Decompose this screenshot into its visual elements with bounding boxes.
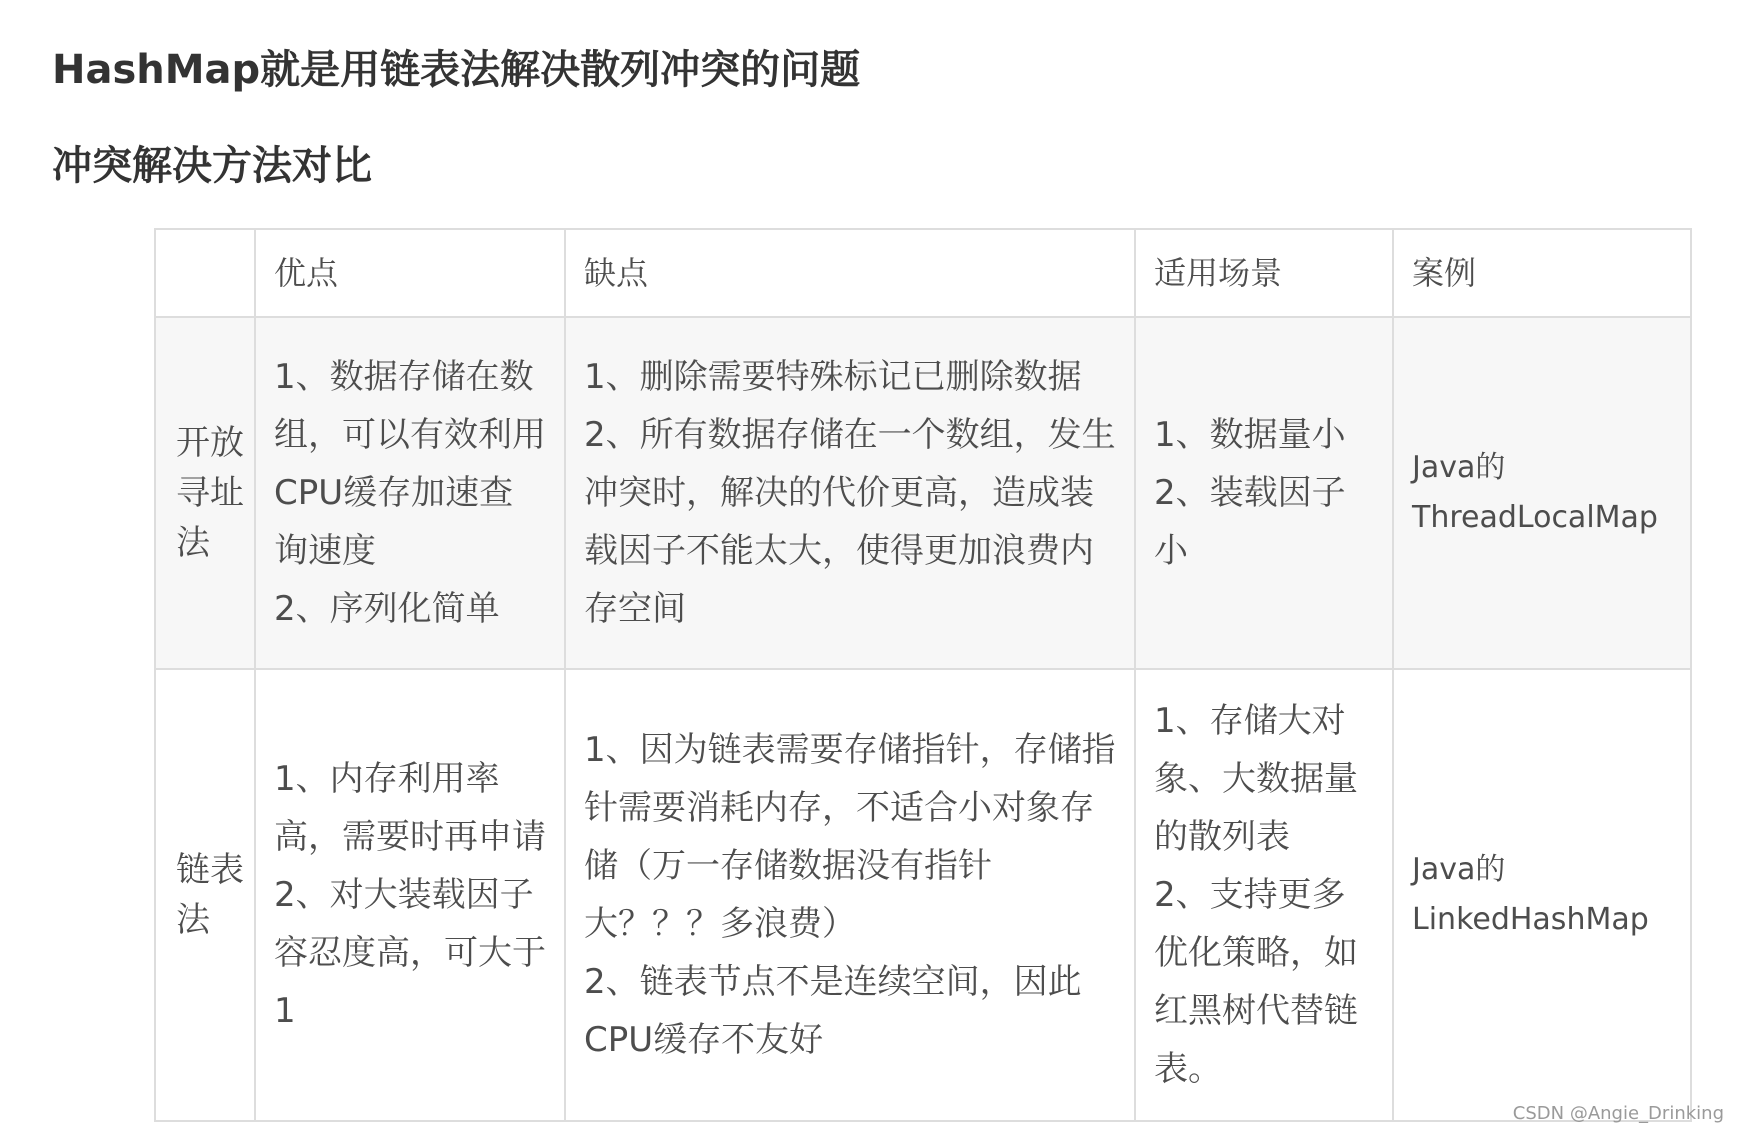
pros-item: 1、数据存储在数组，可以有效利用CPU缓存加速查询速度 [274,357,546,571]
scenario-item: 1、存储大对象、大数据量的散列表 [1154,701,1358,857]
case-cell: Java的ThreadLocalMap [1393,317,1691,669]
cons-item: 1、因为链表需要存储指针，存储指针需要消耗内存，不适合小对象存储（万一存储数据没有指针大？？？多浪费） [584,730,1116,944]
header-cell-empty [155,229,255,317]
header-cell-scenarios: 适用场景 [1135,229,1393,317]
cons-item: 1、删除需要特殊标记已删除数据 [584,357,1082,397]
scenarios-cell [1135,317,1393,669]
cons-item: 2、链表节点不是连续空间，因此CPU缓存不友好 [584,962,1082,1060]
pros-item: 2、序列化简单 [274,589,500,629]
table-header-row [155,229,1691,317]
row-method-cell: 开放寻址法 [155,317,255,669]
scenarios-cell [1135,669,1393,1121]
header-cell-pros: 优点 [255,229,565,317]
comparison-table [154,228,1692,1122]
pros-item: 2、对大装载因子容忍度高，可大于1 [274,875,546,1031]
scenario-item: 1、数据量小 [1154,415,1346,455]
csdn-watermark: CSDN @Angie_Drinking [1512,1103,1724,1124]
scenario-item: 2、支持更多优化策略，如红黑树代替链表。 [1154,875,1358,1089]
cons-cell [565,669,1135,1121]
cons-cell [565,317,1135,669]
section-heading: 冲突解决方法对比 [52,143,372,189]
pros-cell [255,317,565,669]
cons-item: 2、所有数据存储在一个数组，发生冲突时，解决的代价更高，造成装载因子不能太大，使得更加浪费内存空间 [584,415,1116,629]
page-title: HashMap就是用链表法解决散列冲突的问题 [52,47,861,93]
pros-cell [255,669,565,1121]
scenario-item: 2、装载因子小 [1154,473,1346,571]
row-method-cell: 链表法 [155,669,255,1121]
header-cell-case: 案例 [1393,229,1691,317]
table-row [155,669,1691,1121]
header-cell-cons: 缺点 [565,229,1135,317]
pros-item: 1、内存利用率高，需要时再申请 [274,759,546,857]
case-cell: Java的LinkedHashMap [1393,669,1691,1121]
table-row [155,317,1691,669]
